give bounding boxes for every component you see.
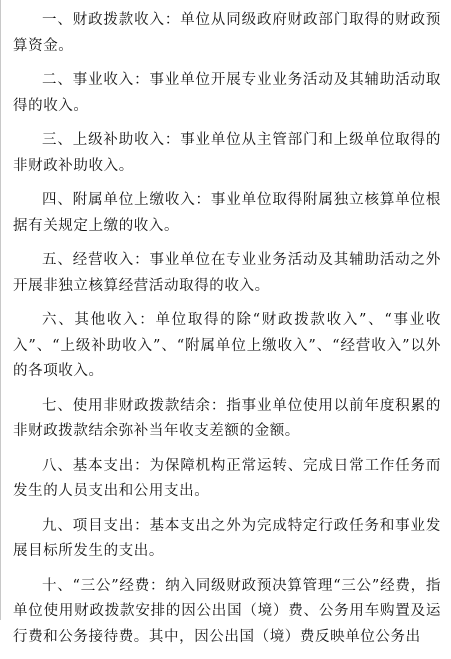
paragraph-basic-expenditure: 八、基本支出：为保障机构正常运转、完成日常工作任务而发生的人员支出和公用支出。 xyxy=(13,457,441,499)
paragraph-operating-income: 五、经营收入：事业单位在专业业务活动及其辅助活动之外开展非独立核算经营活动取得的收入。 xyxy=(13,252,441,294)
paragraph-business-income: 二、事业收入：事业单位开展专业业务活动及其辅助活动取得的收入。 xyxy=(13,72,441,114)
paragraph-fiscal-appropriation-income: 一、财政拨款收入：单位从同级政府财政部门取得的财政预算资金。 xyxy=(13,12,441,54)
paragraph-subsidiary-remittance-income: 四、附属单位上缴收入：事业单位取得附属独立核算单位根据有关规定上缴的收入。 xyxy=(13,192,441,234)
paragraph-superior-subsidy-income: 三、上级补助收入：事业单位从主管部门和上级单位取得的非财政补助收入。 xyxy=(13,132,441,174)
paragraph-other-income: 六、其他收入：单位取得的除“财政拨款收入”、“事业收入”、“上级补助收入”、“附属单位上缴收入”、“经营收入”以外的各项收入。 xyxy=(13,312,441,379)
paragraph-non-fiscal-surplus: 七、使用非财政拨款结余：指事业单位使用以前年度积累的非财政拨款结余弥补当年收支差额的金额。 xyxy=(13,397,441,439)
document-body xyxy=(13,8,441,659)
paragraph-three-public-expenses: 十、“三公”经费：纳入同级财政预决算管理“三公”经费，指单位使用财政拨款安排的因公出国（境）费、公务用车购置及运行费和公务接待费。其中，因公出国（境）费反映单位公务出 xyxy=(13,577,441,645)
paragraph-project-expenditure: 九、项目支出：基本支出之外为完成特定行政任务和事业发展目标所发生的支出。 xyxy=(13,517,441,559)
